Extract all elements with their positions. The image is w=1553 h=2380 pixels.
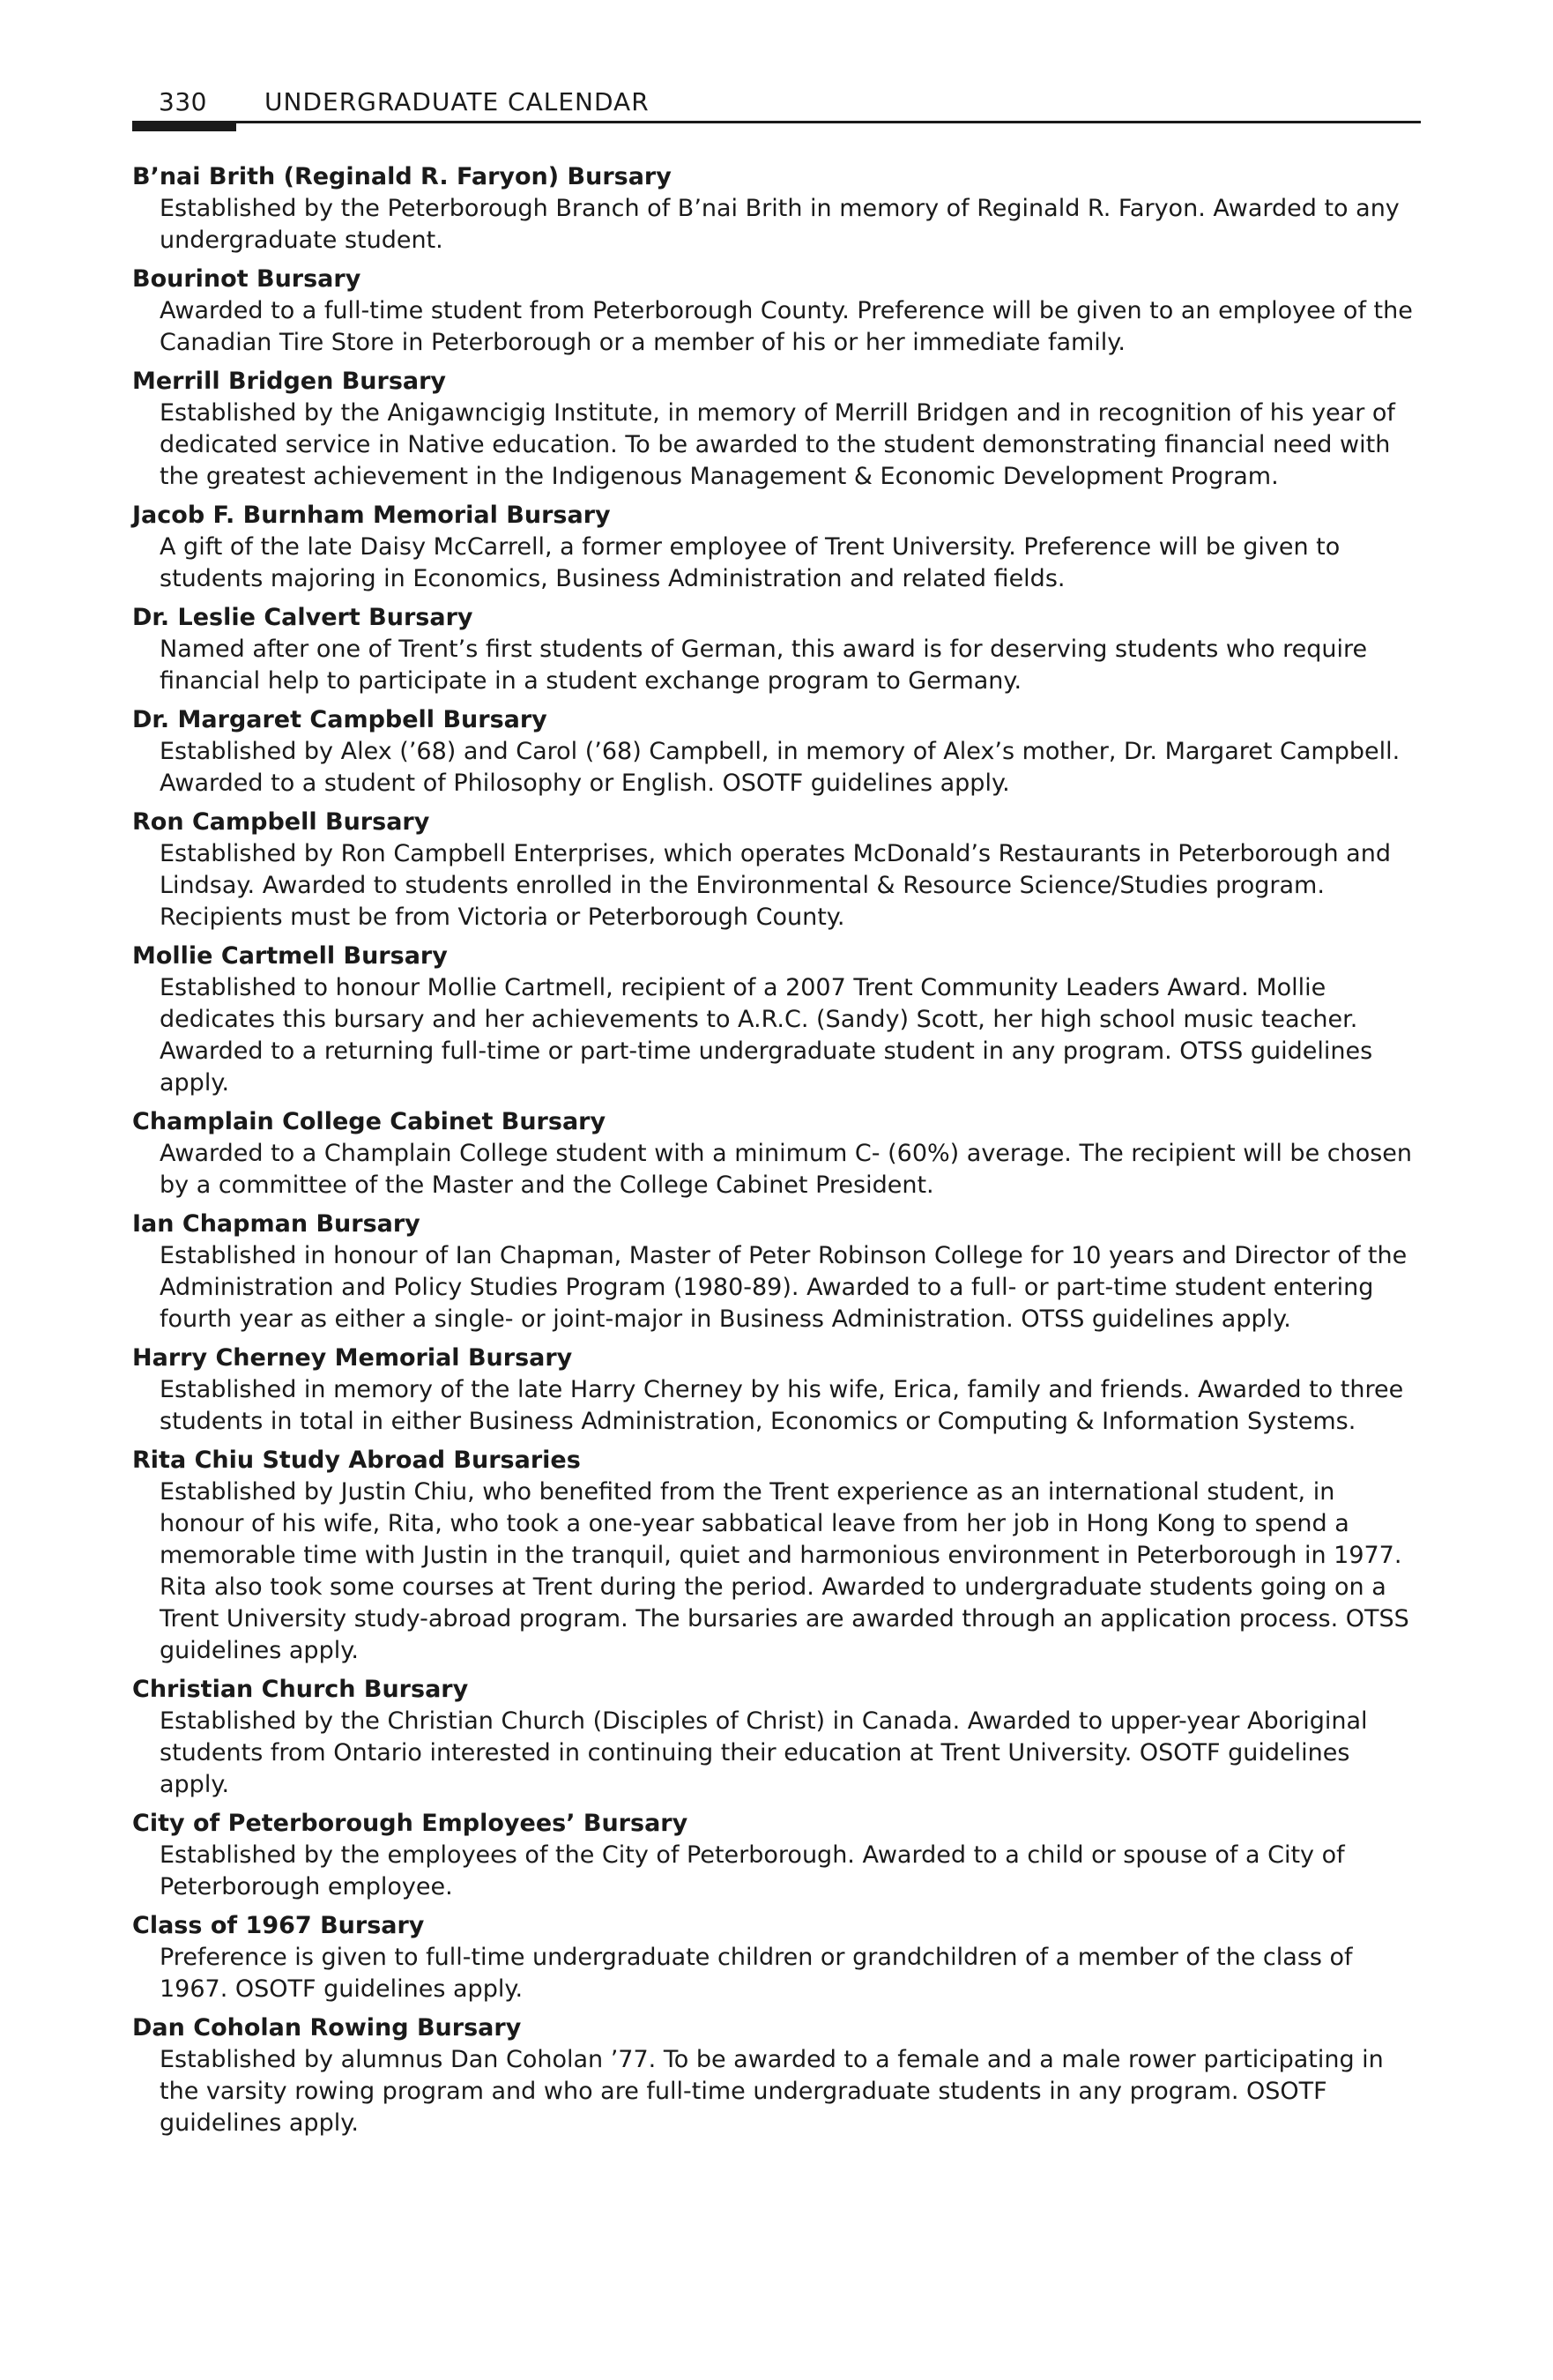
bursary-list [132,161,1421,2146]
bursary-entry [132,1808,1421,1903]
bursary-title: B’nai Brith (Reginald R. Faryon) Bursary [132,163,672,190]
bursary-title: Dan Coholan Rowing Bursary [132,2014,522,2042]
bursary-entry [132,1342,1421,1438]
bursary-title: Ian Chapman Bursary [132,1210,420,1238]
bursary-entry [132,1910,1421,2005]
bursary-entry [132,1674,1421,1801]
bursary-description: Established in memory of the late Harry Cherney by his wife, Erica, family and friends. Awarded to three students in total in either Business Administration, Economics or Computing & Information Systems. [160,1376,1404,1435]
page-header [132,82,1421,124]
bursary-entry [132,264,1421,359]
bursary-title: Harry Cherney Memorial Bursary [132,1344,573,1372]
header-tab-marker [132,121,236,131]
bursary-title: Ron Campbell Bursary [132,808,430,836]
bursary-description: Awarded to a full-time student from Peterborough County. Preference will be given to an employee of the Canadian Tire Store in Peterborough or a member of his or her immediate family. [160,297,1413,356]
bursary-entry [132,1209,1421,1335]
page-number: 330 [159,87,207,116]
bursary-title: Dr. Margaret Campbell Bursary [132,706,547,733]
bursary-title: Jacob F. Burnham Memorial Bursary [132,502,611,529]
bursary-description: Established by the Christian Church (Disciples of Christ) in Canada. Awarded to upper-year Aboriginal students from Ontario interested in continuing their education at Trent University. OSOTF guidelines apply. [160,1707,1368,1798]
bursary-title: City of Peterborough Employees’ Bursary [132,1810,688,1837]
bursary-title: Merrill Bridgen Bursary [132,368,447,395]
bursary-title: Christian Church Bursary [132,1676,469,1703]
bursary-entry [132,500,1421,595]
bursary-title: Bourinot Bursary [132,265,361,293]
bursary-entry [132,704,1421,800]
bursary-title: Mollie Cartmell Bursary [132,942,448,970]
bursary-description: Awarded to a Champlain College student with a minimum C- (60%) average. The recipient will be chosen by a committee of the Master and the College Cabinet President. [160,1140,1413,1199]
bursary-description: Established by Justin Chiu, who benefited from the Trent experience as an international student, in honour of his wife, Rita, who took a one-year sabbatical leave from her job in Hong Kong to spend a memorable time with Justin in the tranquil, quiet and harmonious environment in Peterborough in 1977. Rita also took some courses at Trent during the period. Awarded to undergraduate students going on a Trent University study-abroad program. The bursaries are awarded through an application process. OTSS guidelines apply. [160,1478,1409,1664]
bursary-description: Established by the Anigawncigig Institute, in memory of Merrill Bridgen and in recognition of his year of dedicated service in Native education. To be awarded to the student demonstrating financial need with the greatest achievement in the Indigenous Management & Economic Development Program. [160,399,1395,490]
bursary-title: Champlain College Cabinet Bursary [132,1108,606,1135]
bursary-description: Named after one of Trent’s first students of German, this award is for deserving students who require financial help to participate in a student exchange program to Germany. [160,636,1368,695]
bursary-title: Dr. Leslie Calvert Bursary [132,604,473,631]
bursary-description: Established in honour of Ian Chapman, Master of Peter Robinson College for 10 years and Director of the Administration and Policy Studies Program (1980-89). Awarded to a full- or part-time student entering fourth year as either a single- or joint-major in Business Administration. OTSS guidelines apply. [160,1242,1408,1333]
header-rule [132,121,1421,123]
bursary-description: Established by Ron Campbell Enterprises, which operates McDonald’s Restaurants in Peterborough and Lindsay. Awarded to students enrolled in the Environmental & Resource Science/Studies program. Recipients must be from Victoria or Peterborough County. [160,840,1391,931]
bursary-entry [132,807,1421,933]
bursary-description: Established by alumnus Dan Coholan ’77. To be awarded to a female and a male rower participating in the varsity rowing program and who are full-time undergraduate students in any program. OSOTF guidelines apply. [160,2046,1384,2137]
bursary-description: Established to honour Mollie Cartmell, recipient of a 2007 Trent Community Leaders Award. Mollie dedicates this bursary and her achievements to A.R.C. (Sandy) Scott, her high school music teacher. Awarded to a returning full-time or part-time undergraduate student in any program. OTSS guidelines apply. [160,974,1373,1097]
bursary-description: A gift of the late Daisy McCarrell, a former employee of Trent University. Preference will be given to students majoring in Economics, Business Administration and related fields. [160,533,1341,592]
bursary-entry [132,941,1421,1099]
bursary-entry [132,2012,1421,2139]
bursary-title: Class of 1967 Bursary [132,1912,425,1939]
running-title: UNDERGRADUATE CALENDAR [264,87,650,116]
bursary-description: Established by Alex (’68) and Carol (’68) Campbell, in memory of Alex’s mother, Dr. Margaret Campbell. Awarded to a student of Philosophy or English. OSOTF guidelines apply. [160,738,1401,797]
bursary-title: Rita Chiu Study Abroad Bursaries [132,1447,581,1474]
bursary-entry [132,161,1421,257]
bursary-entry [132,366,1421,493]
bursary-entry [132,1106,1421,1201]
bursary-entry [132,602,1421,697]
bursary-description: Established by the employees of the City of Peterborough. Awarded to a child or spouse of a City of Peterborough employee. [160,1841,1345,1900]
bursary-description: Established by the Peterborough Branch of B’nai Brith in memory of Reginald R. Faryon. Awarded to any undergraduate student. [160,195,1400,254]
bursary-entry [132,1445,1421,1667]
bursary-description: Preference is given to full-time undergraduate children or grandchildren of a member of the class of 1967. OSOTF guidelines apply. [160,1944,1353,2003]
